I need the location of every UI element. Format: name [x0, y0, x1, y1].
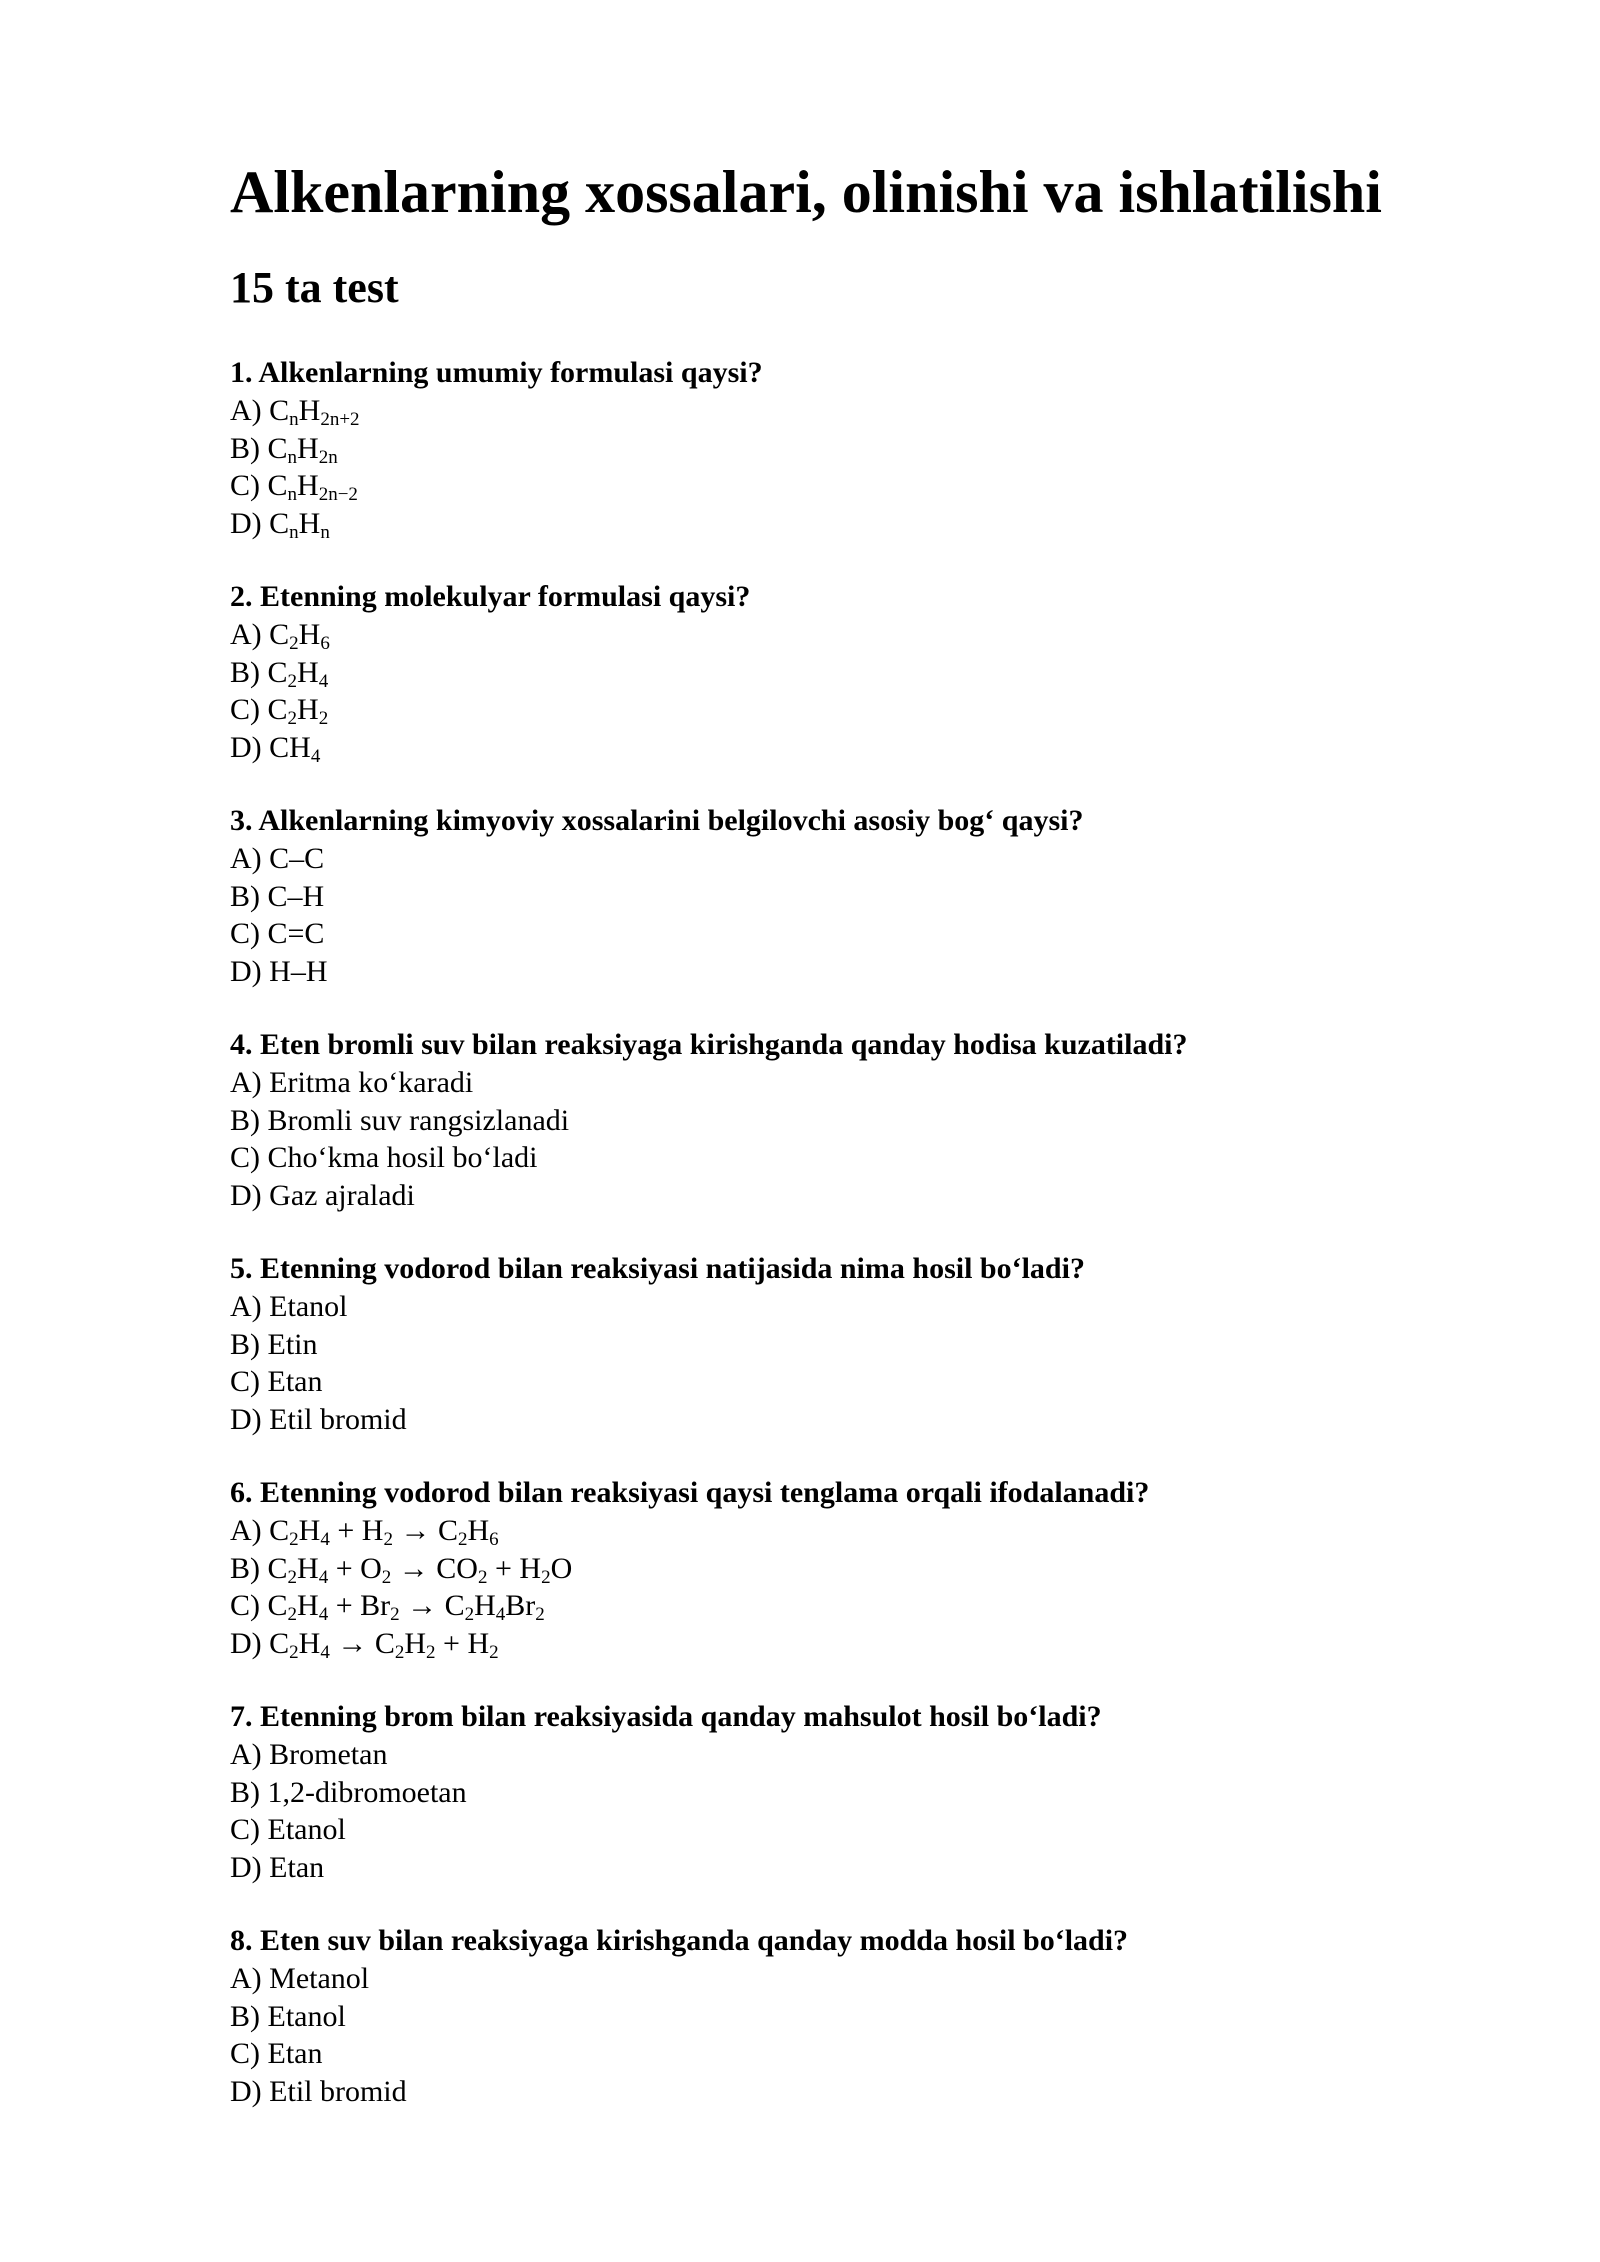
- option-text: + H: [435, 1626, 490, 1660]
- question-text: 2. Etenning molekulyar formulasi qaysi?: [230, 580, 751, 613]
- option-text: C) Cho‘kma hosil bo‘ladi: [230, 1141, 538, 1174]
- option-text: Br: [505, 1589, 536, 1622]
- answer-option: [230, 1139, 1530, 1177]
- answer-option: [230, 1326, 1530, 1364]
- option-text: H: [298, 618, 321, 651]
- answer-option: [230, 953, 1530, 991]
- option-text: → C: [392, 1514, 458, 1547]
- option-subscript: 4: [310, 745, 321, 767]
- answer-option: [230, 1625, 1530, 1663]
- answer-option: [230, 1102, 1530, 1140]
- answer-option: [230, 1960, 1530, 1998]
- option-text: H: [297, 1589, 319, 1622]
- answer-option: [230, 1401, 1530, 1439]
- option-text: + Br: [328, 1589, 391, 1622]
- answer-option: [230, 1774, 1530, 1812]
- answer-option: [230, 691, 1530, 729]
- option-text: B) C: [230, 431, 288, 465]
- option-subscript: 2: [477, 1566, 488, 1588]
- page-title: Alkenlarning xossalari, olinishi va ishlatilishi: [230, 159, 1382, 225]
- option-text: A) C: [230, 618, 290, 651]
- option-text: → C: [329, 1626, 395, 1660]
- option-subscript: 2: [383, 1529, 393, 1550]
- answer-option: [230, 2073, 1530, 2111]
- option-text: B) C–H: [230, 879, 325, 913]
- question-block: [230, 354, 1530, 542]
- option-subscript: 2: [287, 1604, 298, 1625]
- option-text: A) C: [230, 1514, 290, 1547]
- option-subscript: 4: [318, 1566, 329, 1588]
- option-text: B) Etanol: [230, 1999, 346, 2033]
- option-text: C) Etan: [230, 1365, 323, 1398]
- answer-option: [230, 654, 1530, 692]
- option-text: D) C: [230, 506, 290, 540]
- question-block: [230, 1026, 1530, 1214]
- option-subscript: 6: [320, 633, 330, 654]
- option-subscript: 6: [489, 1529, 499, 1550]
- answer-option: [230, 1550, 1530, 1588]
- option-text: B) Etin: [230, 1327, 318, 1361]
- option-text: H: [474, 1589, 496, 1622]
- option-text: C) Etan: [230, 2037, 323, 2070]
- option-subscript: n: [287, 484, 298, 505]
- answer-option: [230, 1512, 1530, 1550]
- option-text: + H: [329, 1514, 384, 1547]
- option-text: H: [297, 655, 319, 689]
- option-subscript: 2n+2: [320, 409, 360, 430]
- option-subscript: n: [289, 409, 299, 430]
- option-text: B) 1,2-dibromoetan: [230, 1775, 467, 1809]
- question-block: [230, 578, 1530, 766]
- option-text: H: [467, 1514, 490, 1547]
- question-block: [230, 1250, 1530, 1438]
- option-subscript: 2: [287, 708, 298, 729]
- answer-option: [230, 616, 1530, 654]
- option-subscript: 2: [394, 1641, 405, 1663]
- answer-option: [230, 1849, 1530, 1887]
- option-text: H: [404, 1626, 427, 1660]
- option-text: C) C: [230, 1589, 288, 1622]
- option-text: C) C: [230, 469, 288, 502]
- option-text: H: [298, 506, 321, 540]
- option-text: D) CH: [230, 730, 311, 764]
- question-text: 5. Etenning vodorod bilan reaksiyasi natijasida nima hosil bo‘ladi?: [230, 1252, 1085, 1285]
- document-page: [230, 150, 1530, 2146]
- option-text: C) Etanol: [230, 1813, 346, 1846]
- option-text: B) Bromli suv rangsizlanadi: [230, 1103, 570, 1137]
- answer-option: [230, 392, 1530, 430]
- answer-option: [230, 840, 1530, 878]
- option-text: A) Eritma ko‘karadi: [230, 1066, 474, 1099]
- question-text: 6. Etenning vodorod bilan reaksiyasi qaysi tenglama orqali ifodalanadi?: [230, 1476, 1150, 1509]
- option-text: H: [297, 693, 319, 726]
- answer-option: [230, 1177, 1530, 1215]
- answer-option: [230, 1064, 1530, 1102]
- option-text: H: [297, 469, 319, 502]
- option-subscript: 2: [489, 1641, 499, 1663]
- option-subscript: n: [287, 446, 298, 468]
- option-text: C) C: [230, 693, 288, 726]
- option-text: B) C: [230, 655, 288, 689]
- option-subscript: 2: [287, 670, 298, 692]
- answer-option: [230, 729, 1530, 767]
- question-text: 7. Etenning brom bilan reaksiyasida qanday mahsulot hosil bo‘ladi?: [230, 1700, 1102, 1733]
- option-text: A) Metanol: [230, 1962, 370, 1995]
- option-text: H: [298, 394, 321, 427]
- option-text: + H: [487, 1551, 542, 1585]
- option-subscript: 2: [289, 1529, 299, 1550]
- option-subscript: 2: [289, 1641, 299, 1663]
- page-subtitle: 15 ta test: [230, 263, 399, 312]
- option-text: C) C=C: [230, 917, 325, 950]
- answer-option: [230, 1811, 1530, 1849]
- option-subscript: 2: [390, 1604, 400, 1625]
- option-subscript: 2: [464, 1604, 475, 1625]
- option-subscript: 2n−2: [318, 484, 358, 505]
- answer-option: [230, 1587, 1530, 1625]
- option-text: A) C–C: [230, 842, 325, 875]
- option-text: + O: [328, 1551, 382, 1585]
- question-text: 4. Eten bromli suv bilan reaksiyaga kirishganda qanday hodisa kuzatiladi?: [230, 1028, 1188, 1061]
- option-subscript: 4: [495, 1604, 506, 1625]
- question-block: [230, 1474, 1530, 1662]
- answer-option: [230, 1288, 1530, 1326]
- answer-option: [230, 915, 1530, 953]
- option-text: A) Brometan: [230, 1738, 388, 1771]
- answer-option: [230, 2035, 1530, 2073]
- option-text: O: [550, 1551, 573, 1585]
- question-block: [230, 802, 1530, 990]
- question-text: 8. Eten suv bilan reaksiyaga kirishganda qanday modda hosil bo‘ladi?: [230, 1924, 1129, 1957]
- option-text: A) C: [230, 394, 290, 427]
- option-text: D) Gaz ajraladi: [230, 1178, 415, 1212]
- option-subscript: 4: [320, 1529, 330, 1550]
- option-subscript: 2: [541, 1566, 551, 1588]
- answer-option: [230, 430, 1530, 468]
- option-subscript: n: [320, 521, 330, 543]
- option-subscript: 2: [318, 708, 329, 729]
- option-subscript: 2: [457, 1529, 468, 1550]
- option-text: → CO: [391, 1551, 478, 1585]
- option-subscript: 2: [535, 1604, 545, 1625]
- question-block: [230, 1698, 1530, 1886]
- option-subscript: 2n: [318, 446, 338, 468]
- option-text: D) C: [230, 1626, 290, 1660]
- option-text: H: [298, 1514, 321, 1547]
- option-subscript: 4: [318, 670, 329, 692]
- answer-option: [230, 878, 1530, 916]
- answer-option: [230, 467, 1530, 505]
- option-subscript: 2: [426, 1641, 436, 1663]
- option-subscript: 2: [381, 1566, 392, 1588]
- question-text: 1. Alkenlarning umumiy formulasi qaysi?: [230, 356, 763, 389]
- question-text: 3. Alkenlarning kimyoviy xossalarini belgilovchi asosiy bog‘ qaysi?: [230, 804, 1084, 837]
- question-list: [230, 354, 1530, 2110]
- option-subscript: n: [289, 521, 299, 543]
- option-text: A) Etanol: [230, 1290, 348, 1323]
- option-text: D) Etil bromid: [230, 1402, 407, 1436]
- option-text: D) Etan: [230, 1850, 325, 1884]
- option-text: D) H–H: [230, 954, 328, 988]
- answer-option: [230, 1736, 1530, 1774]
- option-subscript: 4: [320, 1641, 330, 1663]
- option-text: H: [297, 431, 319, 465]
- answer-option: [230, 505, 1530, 543]
- option-subscript: 2: [289, 633, 299, 654]
- option-subscript: 4: [318, 1604, 329, 1625]
- answer-option: [230, 1363, 1530, 1401]
- option-text: B) C: [230, 1551, 288, 1585]
- option-text: H: [298, 1626, 321, 1660]
- option-subscript: 2: [287, 1566, 298, 1588]
- answer-option: [230, 1998, 1530, 2036]
- option-text: H: [297, 1551, 319, 1585]
- option-text: → C: [399, 1589, 465, 1622]
- question-block: [230, 1922, 1530, 2110]
- option-text: D) Etil bromid: [230, 2074, 407, 2108]
